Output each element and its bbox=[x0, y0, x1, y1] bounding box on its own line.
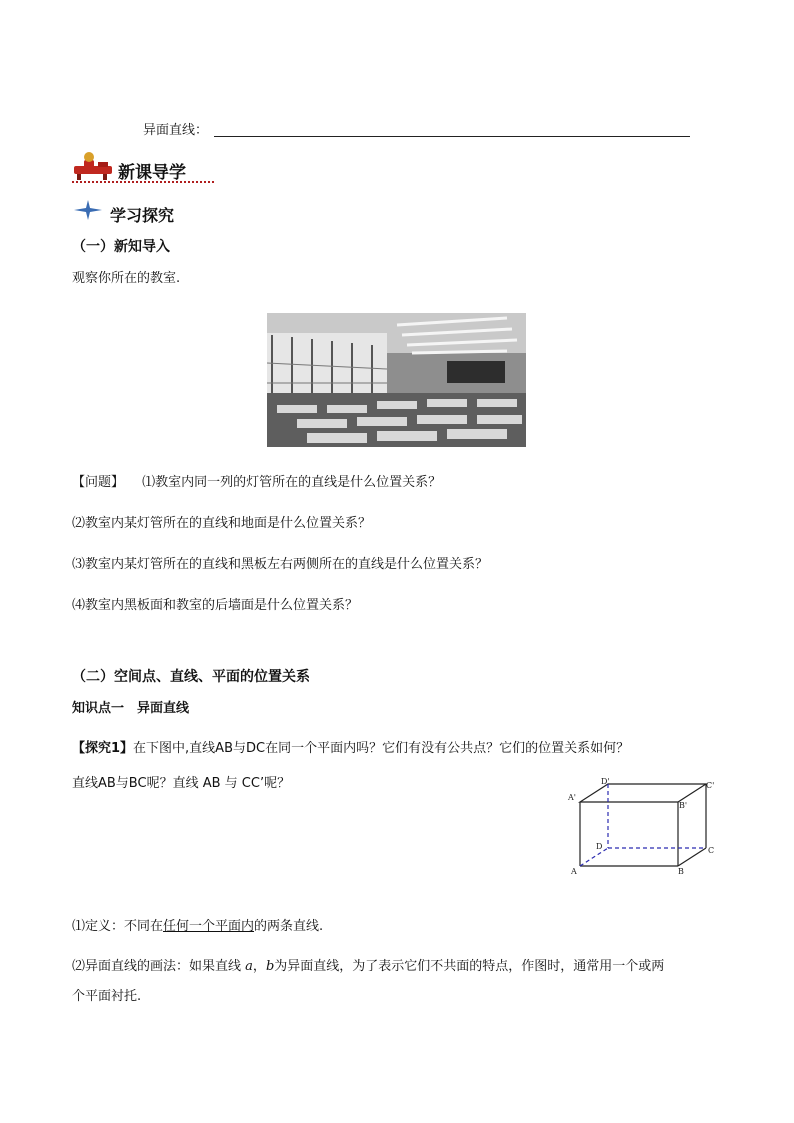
drawing-mid: 为异面直线，为了表示它们不共面的特点，作图时，通常用一个或两 bbox=[274, 959, 665, 974]
label-D1: D' bbox=[601, 778, 610, 786]
label-C: C bbox=[708, 846, 715, 855]
star-icon bbox=[73, 199, 103, 221]
question-1 bbox=[72, 474, 441, 492]
definition-key: 任何一个平面内 bbox=[163, 919, 255, 934]
explore-text: 在下图中,直线AB与DC在同一个平面内吗？它们有没有公共点？它们的位置关系如何？ bbox=[133, 741, 630, 756]
definition bbox=[72, 918, 323, 936]
label-B: B bbox=[678, 867, 684, 874]
section-underline bbox=[72, 181, 214, 183]
drawing-method bbox=[72, 958, 664, 976]
question-3: ⑶教室内某灯管所在的直线和黑板左右两侧所在的直线是什么位置关系？ bbox=[72, 557, 489, 572]
question-2: ⑵教室内某灯管所在的直线和地面是什么位置关系？ bbox=[72, 516, 372, 531]
drawing-method-line2: 个平面衬托. bbox=[72, 989, 142, 1004]
question-tag: 【问题】 bbox=[72, 475, 125, 490]
explore-tag: 【探究1】 bbox=[72, 741, 134, 756]
section-banner bbox=[72, 150, 220, 186]
part2-title: （二）空间点、直线、平面的位置关系 bbox=[72, 669, 310, 685]
definition-suffix: 的两条直线. bbox=[254, 919, 324, 934]
explore-1-line2: 直线AB与BC呢？直线 AB 与 CC’呢？ bbox=[72, 776, 291, 791]
top-label: 异面直线： bbox=[143, 123, 209, 138]
drawing-prefix: ⑵异面直线的画法：如果直线 bbox=[72, 959, 242, 974]
classroom-photo bbox=[267, 313, 526, 447]
label-A1: A' bbox=[568, 793, 576, 802]
question-1-text: ⑴教室内同一列的灯管所在的直线是什么位置关系？ bbox=[142, 475, 442, 490]
label-B1: B' bbox=[679, 801, 688, 810]
banner-icon bbox=[72, 150, 116, 184]
label-D: D bbox=[596, 842, 603, 851]
var-a: a bbox=[245, 959, 253, 974]
section-title: 新课导学 bbox=[118, 163, 186, 183]
explore-1 bbox=[72, 740, 629, 758]
knowledge-point-title: 知识点一 异面直线 bbox=[72, 701, 190, 716]
var-b: b bbox=[265, 959, 275, 974]
label-A: A bbox=[571, 867, 577, 874]
definition-prefix: ⑴定义：不同在 bbox=[72, 919, 164, 934]
part1-intro: 观察你所在的教室. bbox=[72, 271, 181, 286]
part1-title: （一）新知导入 bbox=[72, 239, 170, 255]
comma: ， bbox=[252, 959, 266, 974]
label-C1: C' bbox=[706, 781, 715, 790]
answer-blank[interactable] bbox=[214, 136, 690, 137]
cuboid-figure bbox=[564, 778, 724, 874]
question-4: ⑷教室内黑板面和教室的后墙面是什么位置关系？ bbox=[72, 598, 359, 613]
subsection-title: 学习探究 bbox=[110, 206, 175, 225]
